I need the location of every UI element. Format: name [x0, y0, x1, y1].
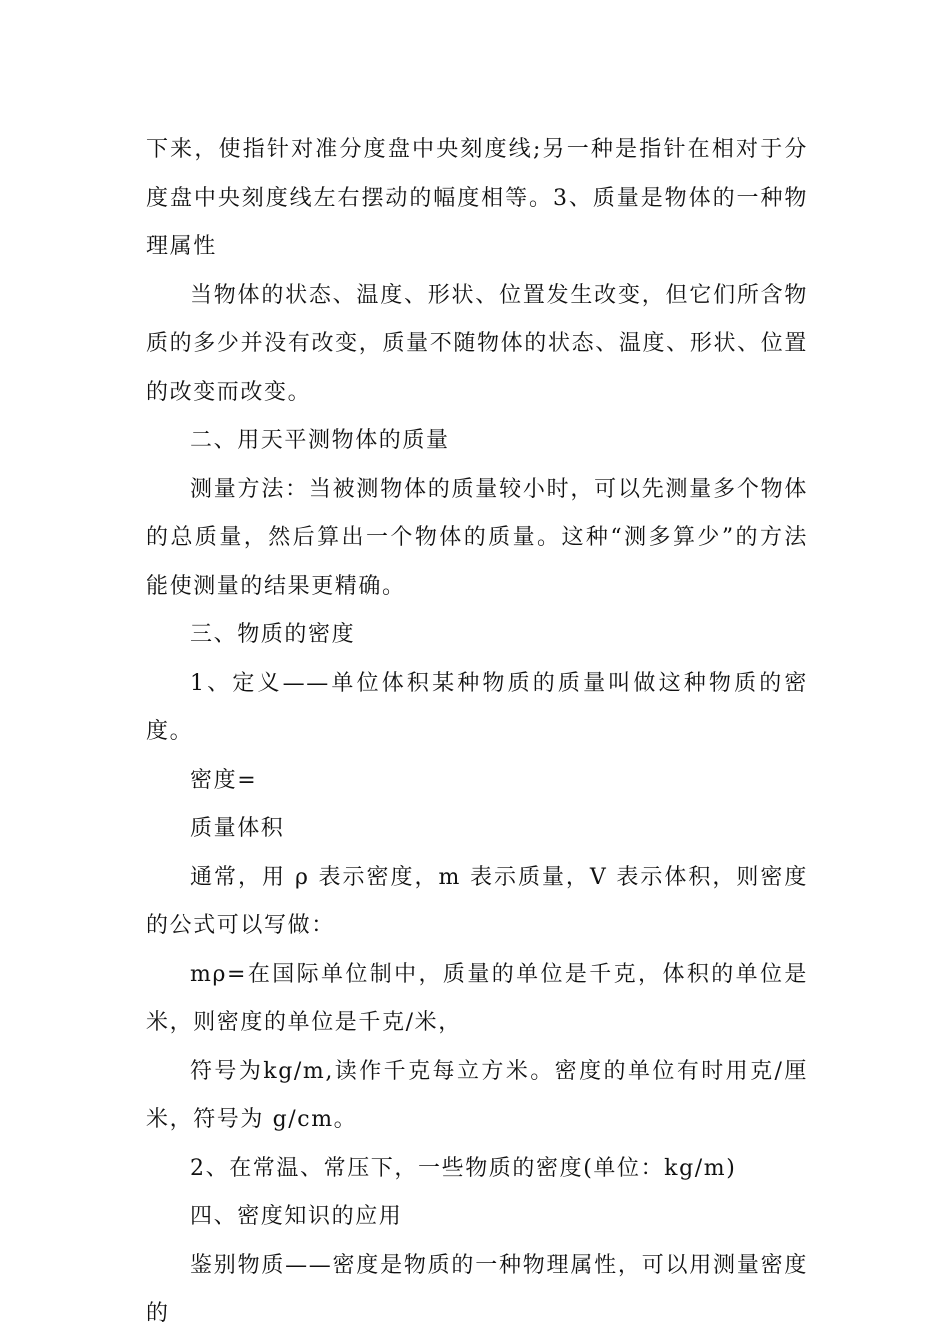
paragraph-density-symbols: 通常，用 ρ 表示密度，m 表示质量，V 表示体积，则密度的公式可以写做：	[146, 864, 808, 938]
section-heading-density: 三、物质的密度	[190, 622, 356, 647]
paragraph-unit-symbols: 符号为kg/m,读作千克每立方米。密度的单位有时用克/厘米，符号为 g/cm。	[146, 1058, 808, 1132]
section-heading-balance-measurement: 二、用天平测物体的质量	[190, 428, 450, 453]
section-heading-density-applications: 四、密度知识的应用	[190, 1204, 403, 1229]
paragraph-balance-adjustment: 下来，使指针对准分度盘中央刻度线;另一种是指针在相对于分度盘中央刻度线左右摆动的幅度相等。3、质量是物体的一种物理属性	[146, 137, 808, 259]
formula-density-equals: 密度=	[190, 767, 258, 793]
paragraph-si-units: mρ=在国际单位制中，质量的单位是千克，体积的单位是米，则密度的单位是千克/米，	[146, 961, 808, 1035]
paragraph-measurement-method: 测量方法：当被测物体的质量较小时，可以先测量多个物体的总质量，然后算出一个物体的质量。这种“测多算少”的方法能使测量的结果更精确。	[146, 476, 808, 599]
paragraph-standard-conditions: 2、在常温、常压下，一些物质的密度(单位：kg/m)	[190, 1155, 737, 1181]
document-body	[146, 126, 808, 1339]
formula-mass-volume: 质量体积	[190, 816, 285, 841]
paragraph-mass-property: 当物体的状态、温度、形状、位置发生改变，但它们所含物质的多少并没有改变，质量不随物体的状态、温度、形状、位置的改变而改变。	[146, 282, 808, 405]
paragraph-density-definition: 1、定义——单位体积某种物质的质量叫做这种物质的密度。	[146, 670, 808, 744]
paragraph-identify-substances: 鉴别物质——密度是物质的一种物理属性，可以用测量密度的	[146, 1252, 808, 1326]
